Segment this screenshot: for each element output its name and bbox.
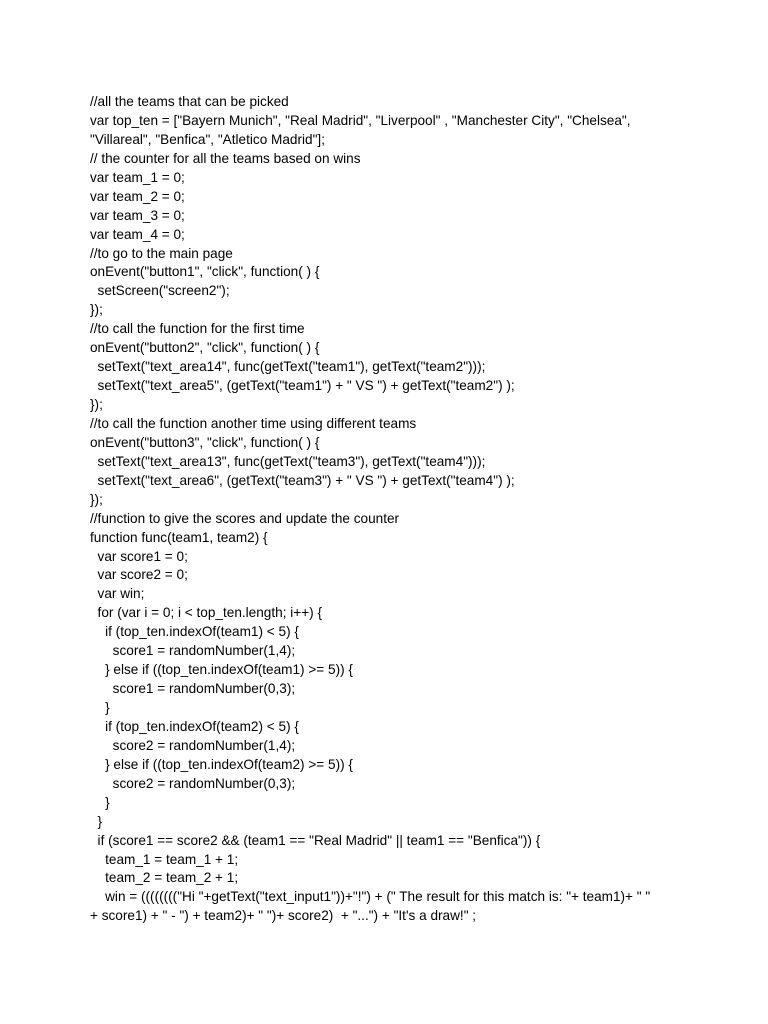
code-line: function func(team1, team2) { [90, 529, 268, 545]
code-line: }); [90, 302, 103, 318]
code-line: setScreen("screen2"); [90, 283, 230, 299]
code-line: setText("text_area5", (getText("team1") + " VS ") + getText("team2") ); [90, 378, 515, 394]
code-line: setText("text_area13", func(getText("team3"), getText("team4"))); [90, 453, 486, 469]
code-line: team_2 = team_2 + 1; [90, 870, 239, 886]
code-line: score2 = randomNumber(0,3); [90, 775, 296, 791]
code-line: "Villareal", "Benfica", "Atletico Madrid"]; [90, 131, 325, 147]
code-line: //function to give the scores and update the counter [90, 510, 400, 526]
code-line: win = (((((((("Hi "+getText("text_input1"))+"!") + (" The result for this match is: "+ team1)+ " " [90, 889, 651, 905]
code-line: if (score1 == score2 && (team1 == "Real Madrid" || team1 == "Benfica")) { [90, 832, 541, 848]
code-line: + score1) + " - ") + team2)+ " ")+ score2) + "...") + "It's a draw!" ; [90, 908, 477, 924]
code-line: } [90, 813, 103, 829]
code-line: score1 = randomNumber(1,4); [90, 643, 296, 659]
code-line: score2 = randomNumber(1,4); [90, 737, 296, 753]
code-line: var score2 = 0; [90, 567, 188, 583]
code-line: } else if ((top_ten.indexOf(team2) >= 5)) { [90, 756, 353, 772]
code-line: // the counter for all the teams based on wins [90, 150, 361, 166]
code-line: var team_4 = 0; [90, 226, 185, 242]
code-listing [90, 93, 690, 926]
code-line: var win; [90, 586, 145, 602]
code-line: if (top_ten.indexOf(team1) < 5) { [90, 624, 299, 640]
code-line: onEvent("button3", "click", function( ) { [90, 434, 320, 450]
code-line: setText("text_area14", func(getText("team1"), getText("team2"))); [90, 359, 486, 375]
code-line: onEvent("button2", "click", function( ) { [90, 340, 320, 356]
code-line: //to call the function for the first time [90, 321, 305, 337]
code-line: var team_3 = 0; [90, 207, 185, 223]
code-line: score1 = randomNumber(0,3); [90, 681, 296, 697]
code-line: team_1 = team_1 + 1; [90, 851, 239, 867]
code-line: setText("text_area6", (getText("team3") + " VS ") + getText("team4") ); [90, 472, 515, 488]
code-line: }); [90, 397, 103, 412]
code-line: var top_ten = ["Bayern Munich", "Real Madrid", "Liverpool" , "Manchester City", "Chelsea", [90, 112, 631, 128]
code-line: for (var i = 0; i < top_ten.length; i++) { [90, 605, 322, 621]
code-line: } else if ((top_ten.indexOf(team1) >= 5)) { [90, 662, 353, 678]
code-line: } [90, 700, 110, 715]
code-line: if (top_ten.indexOf(team2) < 5) { [90, 718, 299, 734]
code-line: var score1 = 0; [90, 548, 188, 564]
code-line: //to call the function another time using different teams [90, 415, 417, 431]
code-line: var team_2 = 0; [90, 188, 185, 204]
code-line: onEvent("button1", "click", function( ) { [90, 264, 320, 280]
code-line: //all the teams that can be picked [90, 94, 289, 109]
code-line: }); [90, 491, 103, 507]
code-line: } [90, 794, 110, 810]
code-line: //to go to the main page [90, 245, 233, 261]
code-line: var team_1 = 0; [90, 169, 185, 185]
